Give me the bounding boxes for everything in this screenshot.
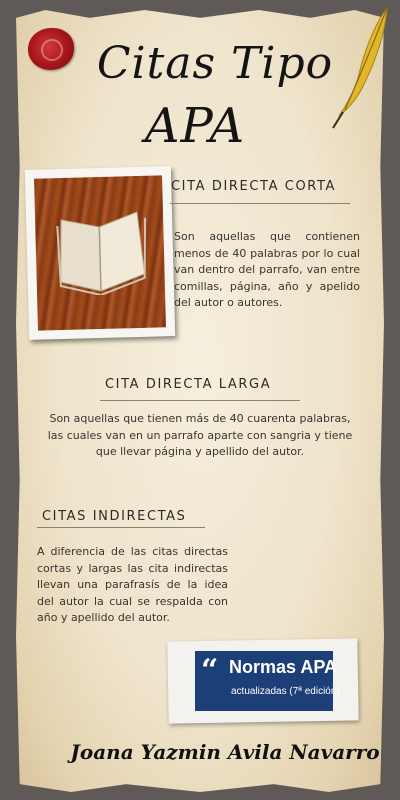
badge-title: Normas APA xyxy=(229,657,338,677)
title-line-2: APA xyxy=(144,98,246,154)
author-name: Joana Yazmin Avila Navarro xyxy=(70,740,380,764)
heading-citas-indirectas: CITAS INDIRECTAS xyxy=(42,509,187,524)
wood-background xyxy=(34,175,166,330)
text-cita-directa-corta: Son aquellas que contienen menos de 40 palabras por lo cual van dentro del parrafo, van entre comillas, página, año y apelido del autor o autores. xyxy=(174,230,360,309)
badge-subtitle: actualizadas (7ª edición) xyxy=(231,686,340,697)
divider xyxy=(100,400,300,401)
quote-icon: “ xyxy=(201,653,219,688)
wax-seal-icon xyxy=(28,28,74,70)
text-citas-indirectas: A diferencia de las citas directas cortas y largas las cita indirectas llevan una parafrasís de la idea del autor la cual se respalda con año y apellido del autor. xyxy=(37,545,228,624)
divider xyxy=(37,527,205,528)
heading-cita-directa-larga: CITA DIRECTA LARGA xyxy=(105,377,272,392)
title-line-1: Citas Tipo xyxy=(96,38,334,89)
heading-cita-directa-corta: CITA DIRECTA CORTA xyxy=(171,179,337,194)
open-book-icon xyxy=(51,204,153,297)
normas-apa-badge xyxy=(195,651,340,711)
text-cita-directa-larga: Son aquellas que tienen más de 40 cuarenta palabras, las cuales van en un parrafo aparte con sangria y tiene que llevar página y apellido del autor. xyxy=(47,412,353,458)
divider xyxy=(170,203,350,204)
book-photo xyxy=(25,166,175,340)
